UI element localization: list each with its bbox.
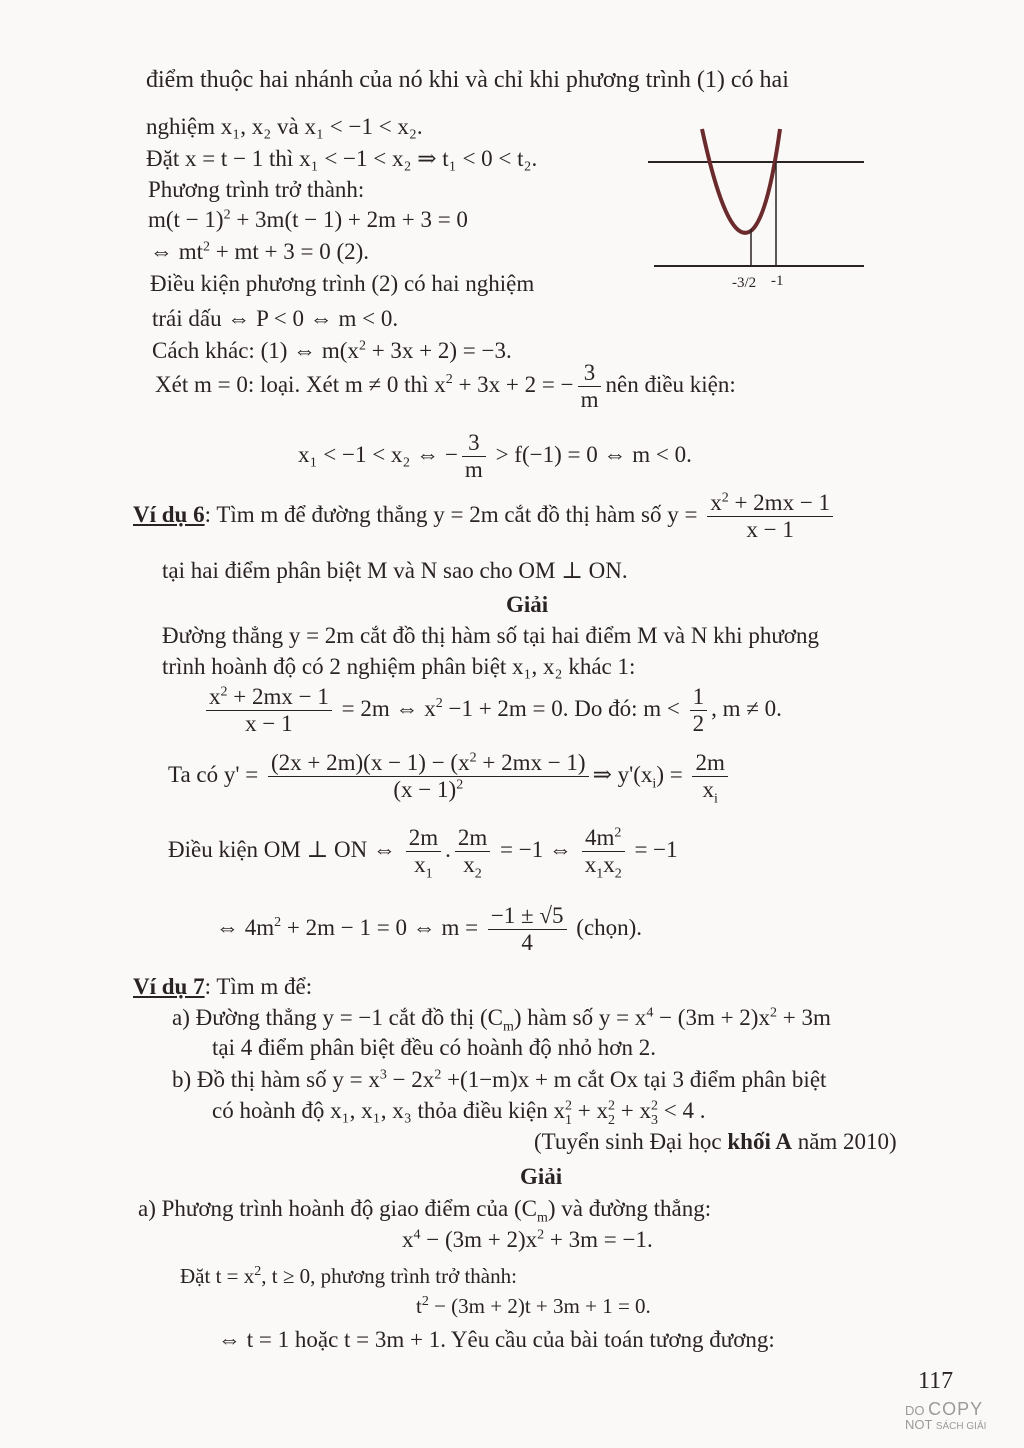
text-line: Ta có y' = $\frac{(2x + 2m)(x - 1) - (x^2 + 2mx - 1)}{(x - 1)^2}$ ⇒ $y'(x_i)$ = $\frac{2m}{x_i}$: [168, 750, 732, 803]
fraction: $\frac{x^2 + 2mx - 1}{x - 1}$: [206, 684, 332, 737]
example-heading: Ví dụ 7: [133, 974, 205, 999]
text-line: x₁ < −1 < x₂ ⇔ − $\frac{3}{m}$ > f(−1) = 0 ⇔ m < 0.: [298, 430, 692, 482]
text-line: $t^2 - (3m + 2)t + 3m + 1 = 0$.: [416, 1294, 651, 1318]
text-line: a) Đường thẳng y = −1 cắt đồ thị $(C_m)$ hàm số $y = x^4 - (3m + 2)x^2 + 3m$: [172, 1005, 831, 1035]
text-line: Phương trình trở thành:: [148, 177, 365, 202]
text-line: Cách khác: (1) ⇔ $m(x^2 + 3x + 2) = -3$.: [152, 338, 512, 363]
text-line: Điều kiện phương trình (2) có hai nghiệm: [150, 271, 535, 296]
source-note: (Tuyển sinh Đại học khối A năm 2010): [534, 1129, 897, 1154]
text-line: tại hai điểm phân biệt M và N sao cho OM ⊥ ON.: [162, 558, 628, 583]
fraction: $\frac{(2x + 2m)(x - 1) - (x^2 + 2mx - 1)}{(x - 1)^2}$: [268, 750, 589, 803]
fraction: $\frac{x^2 + 2mx - 1}{x - 1}$: [707, 490, 833, 543]
fraction: $\frac{2m}{x_2}$: [455, 825, 490, 878]
example-heading: Ví dụ 6: [133, 501, 205, 527]
solution-heading: Giải: [506, 592, 549, 617]
example-7-prompt: Ví dụ 7: Tìm m để:: [133, 974, 313, 999]
text-line: điểm thuộc hai nhánh của nó khi và chỉ khi phương trình (1) có hai: [146, 67, 789, 93]
example-6-prompt: Ví dụ 6: Tìm m để đường thẳng y = 2m cắt đồ thị hàm số y = $\frac{x^2 + 2mx - 1}{x - 1}$: [133, 490, 837, 543]
fraction: $\frac{2m}{x_i}$: [692, 750, 727, 803]
text-line: Xét m = 0: loại. Xét m ≠ 0 thì $x^2 + 3x + 2$ = − $\frac{3}{m}$ nên điều kiện:: [155, 360, 736, 412]
parabola-graph: [640, 125, 870, 295]
solution-heading: Giải: [520, 1164, 563, 1189]
text-line: tại 4 điểm phân biệt đều có hoành độ nhỏ hơn 2.: [212, 1035, 656, 1060]
text-line: trình hoành độ có 2 nghiệm phân biệt x₁, x₂ khác 1:: [162, 654, 636, 679]
text-line: $\frac{x^2 + 2mx - 1}{x - 1}$ = 2m ⇔ $x^2 -1 + 2m = 0$. Do đó: m < $\frac{1}{2}$ , m ≠ 0.: [202, 684, 782, 737]
text-line: ⇔ $4m^2 + 2m - 1 = 0$ ⇔ m = $\frac{-1 \pm √5}{4}$ (chọn).: [216, 903, 643, 955]
text-line: $m(t - 1)^2 + 3m(t - 1) + 2m + 3 = 0$: [148, 207, 468, 232]
text-line: có hoành độ x₁, x₁, x₃ thỏa điều kiện $x^2_1 + x^2_2 + x^2_3 < 4$ .: [212, 1098, 706, 1128]
text-line: trái dấu ⇔ P < 0 ⇔ m < 0.: [152, 306, 399, 331]
fraction: $\frac{1}{2}$: [690, 684, 708, 737]
watermark: DO COPY NOT SÁCH GIẢI: [905, 1399, 987, 1432]
text-line: a) Phương trình hoành độ giao điểm của $(C_m)$ và đường thẳng:: [138, 1196, 712, 1226]
graph-label: -3/2: [732, 275, 757, 291]
fraction: $\frac{3}{m}$: [578, 360, 602, 413]
text-line: ⇔ t = 1 hoặc t = 3m + 1. Yêu cầu của bài toán tương đương:: [218, 1327, 775, 1352]
fraction: $\frac{2m}{x_1}$: [406, 825, 441, 878]
fraction: $\frac{4m^2}{x_1x_2}$: [582, 825, 625, 878]
text-line: Điều kiện OM ⊥ ON ⇔ $\frac{2m}{x_1}$ . $\frac{2m}{x_2}$ = −1 ⇔ $\frac{4m^2}{x_1x_2}$ = −1: [168, 825, 678, 882]
text-line: nghiệm x₁, x₂ và x₁ < −1 < x₂.: [146, 114, 423, 139]
text-line: b) Đồ thị hàm số $y = x^3 - 2x^2 +(1-m)x + m$ cắt Ox tại 3 điểm phân biệt: [172, 1067, 827, 1092]
fraction: $\frac{-1 \pm √5}{4}$: [488, 903, 567, 956]
text-line: Đặt x = t − 1 thì x₁ < −1 < x₂ ⇒ t₁ < 0 < t₂.: [146, 146, 538, 171]
text-line: Đường thẳng y = 2m cắt đồ thị hàm số tại hai điểm M và N khi phương: [162, 623, 819, 648]
text-line: Đặt $t = x^2$, t ≥ 0, phương trình trở thành:: [180, 1264, 517, 1288]
text-line: $x^4 - (3m + 2)x^2 + 3m = -1$.: [402, 1227, 653, 1252]
parabola-curve: [702, 129, 780, 233]
text-line: ⇔ $mt^2$ + mt + 3 = 0 (2).: [150, 239, 370, 264]
page-number: 117: [918, 1368, 954, 1394]
fraction: $\frac{3}{m}$: [462, 430, 486, 483]
graph-label: -1: [771, 273, 784, 289]
